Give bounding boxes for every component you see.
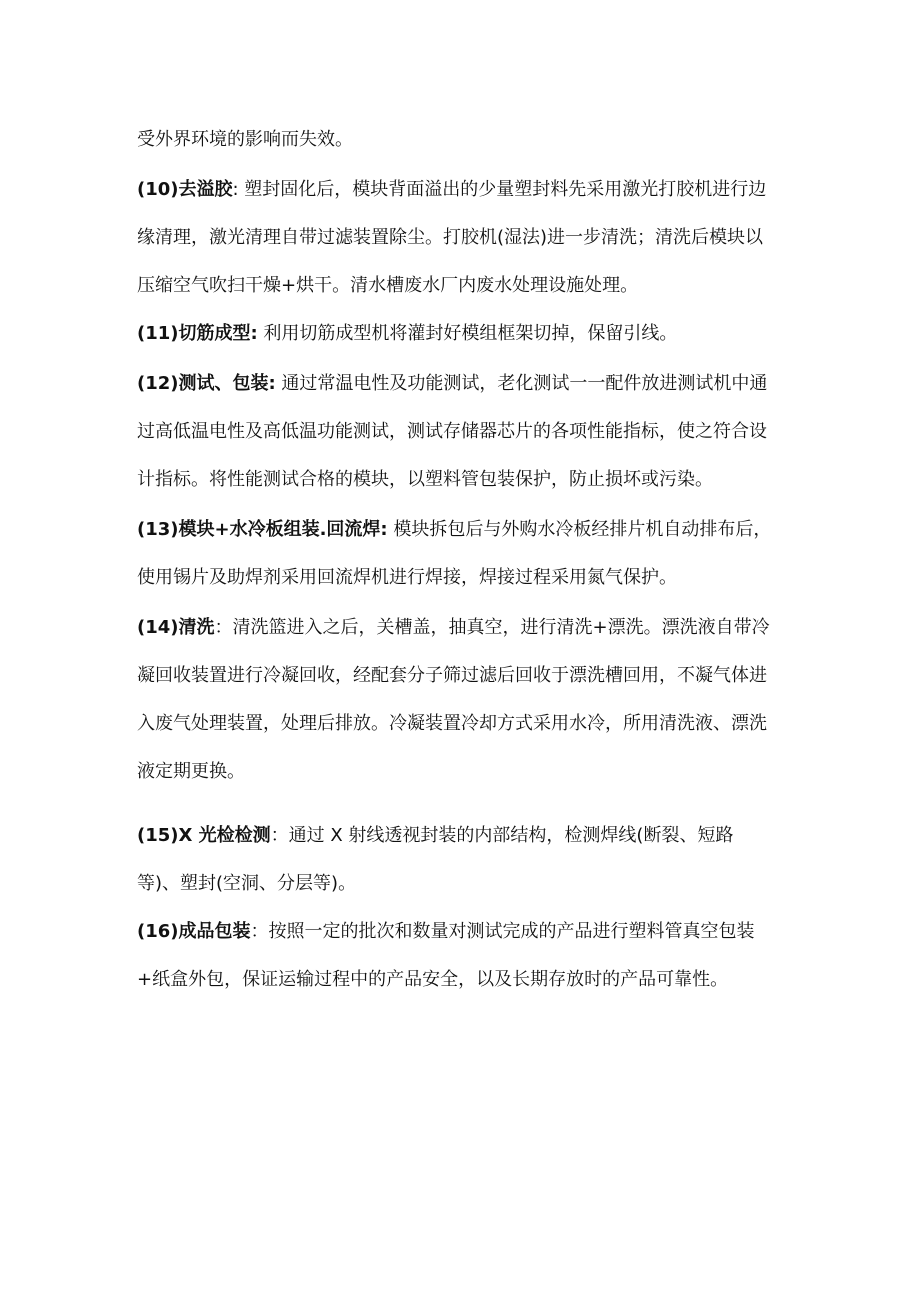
line-text: 等)、塑封(空洞、分层等)。 xyxy=(137,873,357,894)
line-text: 压缩空气吹扫干燥+烘干。清水槽废水厂内废水处理设施处理。 xyxy=(137,275,639,296)
line-text: 入废气处理装置，处理后排放。冷凝装置冷却方式采用水冷，所用清洗液、漂洗 xyxy=(137,713,767,734)
text-line xyxy=(137,872,356,896)
text-line xyxy=(137,420,767,444)
line-text: 缘清理，激光清理自带过滤装置除尘。打胶机(湿法)进一步清洗；清洗后模块以 xyxy=(137,227,764,248)
heading-14-line xyxy=(137,616,770,640)
line-text: 使用锡片及助焊剂采用回流焊机进行焊接，焊接过程采用氮气保护。 xyxy=(137,567,677,588)
line-text: : 塑封固化后，模块背面溢出的少量塑封料先采用激光打胶机进行边 xyxy=(232,179,767,200)
heading-13: (13)模块+水冷板组装.回流焊: xyxy=(137,519,388,540)
line-text: 凝回收装置进行冷凝回收，经配套分子筛过滤后回收于漂洗槽回用，不凝气体进 xyxy=(137,665,767,686)
heading-15: (15)X 光检检测 xyxy=(137,825,271,846)
line-text: ：通过 X 射线透视封装的内部结构，检测焊线(断裂、短路 xyxy=(270,825,734,846)
line-text: 通过常温电性及功能测试，老化测试一一配件放进测试机中通 xyxy=(275,373,768,394)
line-text: ：按照一定的批次和数量对测试完成的产品进行塑料管真空包装 xyxy=(250,921,755,942)
line-text: 过高低温电性及高低温功能测试，测试存储器芯片的各项性能指标，使之符合设 xyxy=(137,421,767,442)
line-text: 计指标。将性能测试合格的模块，以塑料管包装保护，防止损坏或污染。 xyxy=(137,469,713,490)
line-text: +纸盒外包，保证运输过程中的产品安全，以及长期存放时的产品可靠性。 xyxy=(137,969,729,990)
text-line xyxy=(137,128,353,152)
heading-11-line xyxy=(137,322,677,346)
heading-12: (12)测试、包装: xyxy=(137,373,276,394)
heading-15-line xyxy=(137,824,733,848)
line-text: ：清洗篮进入之后，关槽盖，抽真空，进行清洗+漂洗。漂洗液自带冷 xyxy=(214,617,770,638)
heading-16: (16)成品包装 xyxy=(137,921,251,942)
line-text: 液定期更换。 xyxy=(137,761,245,782)
heading-11: (11)切筋成型: xyxy=(137,323,258,344)
heading-10: (10)去溢胶 xyxy=(137,179,233,200)
heading-12-line xyxy=(137,372,767,396)
heading-14: (14)清洗 xyxy=(137,617,215,638)
line-text: 利用切筋成型机将灌封好模组框架切掉，保留引线。 xyxy=(257,323,678,344)
text-line xyxy=(137,968,728,992)
text-line xyxy=(137,226,763,250)
text-line xyxy=(137,468,713,492)
line-text: 模块拆包后与外购水冷板经排片机自动排布后， xyxy=(387,519,772,540)
heading-10-line xyxy=(137,178,766,202)
text-line xyxy=(137,566,677,590)
text-line xyxy=(137,760,245,784)
heading-16-line xyxy=(137,920,755,944)
line-text: 受外界环境的影响而失效。 xyxy=(137,129,353,150)
text-line xyxy=(137,712,767,736)
text-line xyxy=(137,664,767,688)
text-line xyxy=(137,274,638,298)
heading-13-line xyxy=(137,518,771,542)
